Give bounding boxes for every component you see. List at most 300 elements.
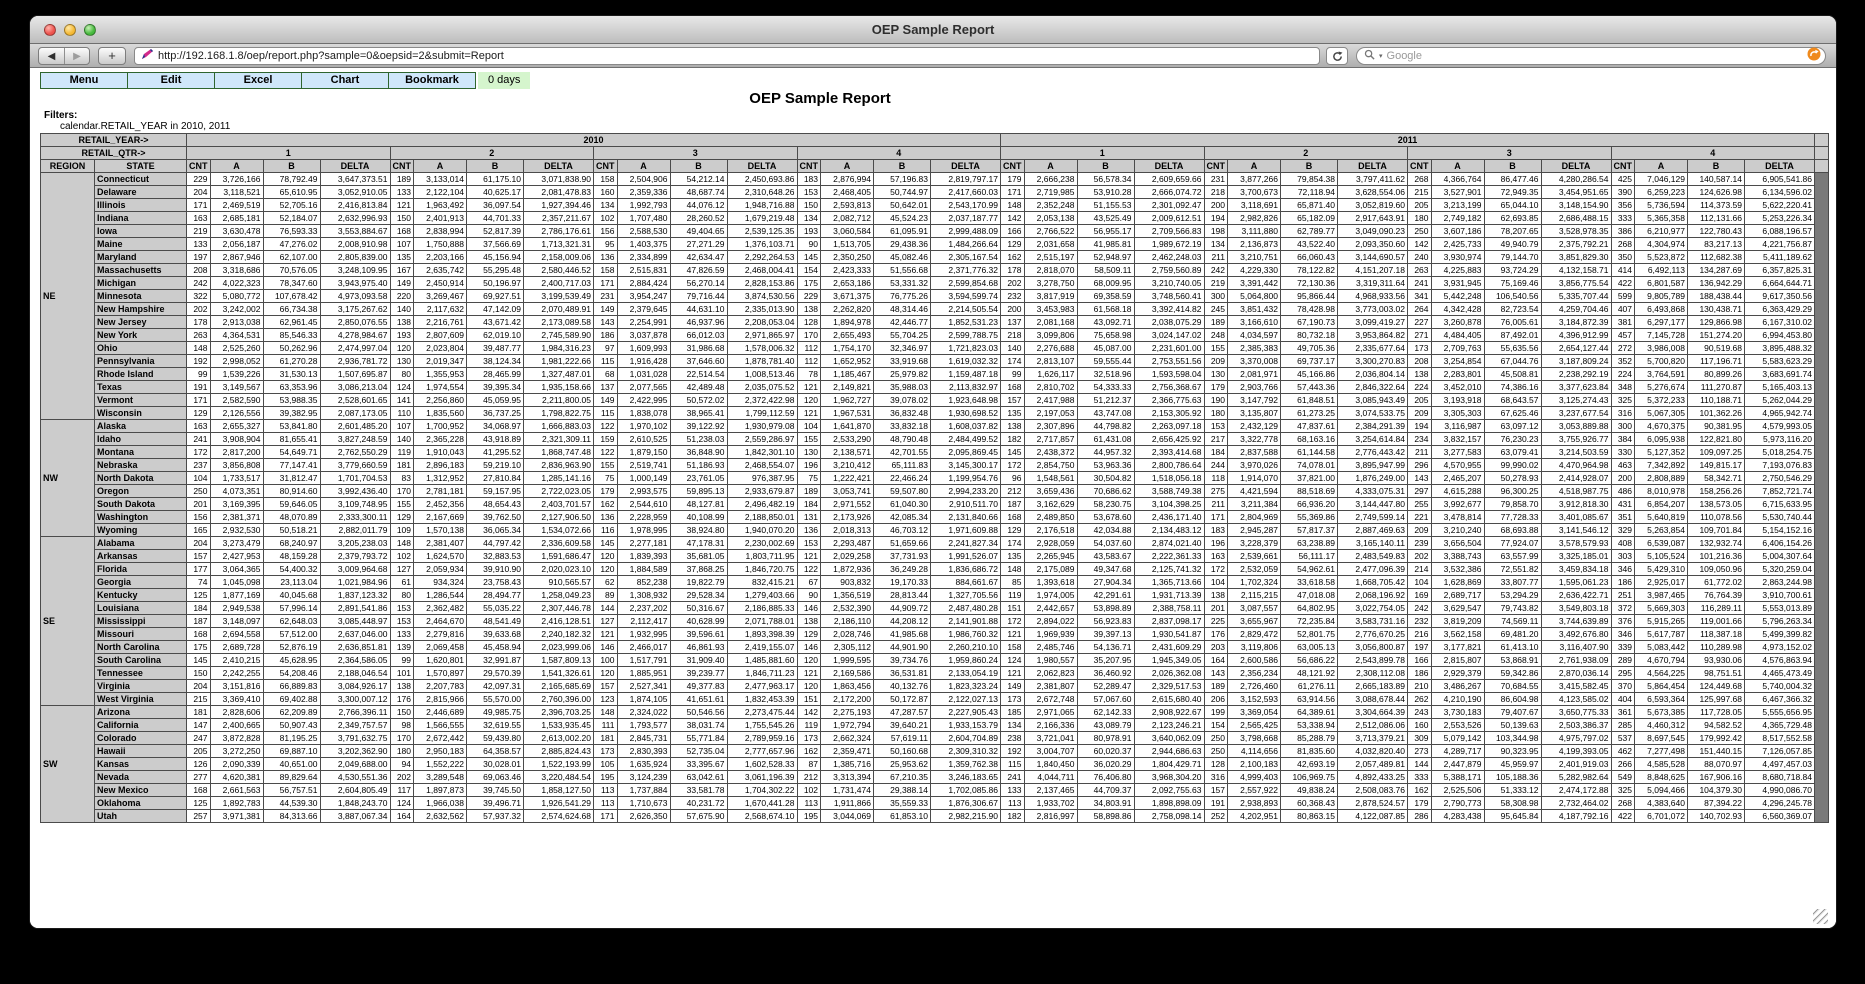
delta-cell: 2,335,677.64 [1338, 342, 1408, 355]
b-cell: 60,020.37 [1077, 745, 1134, 758]
a-cell: 1,910,043 [414, 446, 467, 459]
delta-cell: 2,049,688.00 [320, 758, 390, 771]
a-cell: 2,112,417 [617, 615, 670, 628]
cnt-cell: 239 [1408, 537, 1432, 550]
title-bar[interactable] [30, 16, 1836, 44]
b-cell: 63,005.13 [1281, 641, 1338, 654]
delta-cell: 1,578,006.32 [727, 342, 797, 355]
delta-cell: 1,798,822.75 [524, 407, 594, 420]
forward-button[interactable]: ▶ [64, 48, 89, 64]
a-cell: 4,670,375 [1635, 420, 1688, 433]
cnt-cell: 151 [1001, 602, 1025, 615]
table-row [41, 589, 1829, 602]
a-cell: 2,136,873 [1228, 238, 1281, 251]
cnt-cell: 243 [1408, 706, 1432, 719]
b-cell: 28,260.52 [670, 212, 727, 225]
b-cell: 69,737.17 [1281, 355, 1338, 368]
a-cell: 3,064,365 [210, 563, 263, 576]
b-cell: 45,156.94 [467, 251, 524, 264]
cnt-cell: 125 [187, 797, 211, 810]
b-cell: 76,406.80 [1077, 771, 1134, 784]
delta-cell: 910,565.57 [524, 576, 594, 589]
cnt-cell: 78 [797, 368, 821, 381]
delta-cell: 3,220,484.54 [524, 771, 594, 784]
b-cell: 36,065.34 [467, 524, 524, 537]
b-cell: 50,546.56 [670, 706, 727, 719]
cnt-cell: 149 [390, 277, 414, 290]
delta-cell: 1,587,809.13 [524, 654, 594, 667]
a-cell: 5,864,454 [1635, 680, 1688, 693]
b-cell: 46,937.96 [670, 316, 727, 329]
delta-cell: 5,335,707.44 [1541, 290, 1611, 303]
b-cell: 53,338.94 [1281, 719, 1338, 732]
resize-grip-icon[interactable] [1813, 909, 1828, 924]
go-icon[interactable] [1807, 47, 1821, 66]
table-row [41, 771, 1829, 784]
delta-cell: 1,852,531.23 [931, 316, 1001, 329]
cnt-cell: 165 [187, 524, 211, 537]
a-cell: 5,365,358 [1635, 212, 1688, 225]
new-tab-button[interactable]: + [98, 47, 126, 65]
b-cell: 41,295.52 [467, 446, 524, 459]
delta-cell: 2,477,096.39 [1338, 563, 1408, 576]
b-cell: 65,871.40 [1281, 199, 1338, 212]
cnt-cell: 250 [1204, 732, 1228, 745]
b-cell: 57,443.36 [1281, 381, 1338, 394]
cnt-cell: 144 [594, 602, 618, 615]
delta-cell: 2,127,906.50 [524, 511, 594, 524]
a-cell: 1,513,705 [821, 238, 874, 251]
b-cell: 50,744.97 [874, 186, 931, 199]
cnt-cell: 184 [797, 498, 821, 511]
delta-cell: 2,305,167.54 [931, 251, 1001, 264]
cnt-cell: 271 [1408, 329, 1432, 342]
a-cell: 4,283,438 [1431, 810, 1484, 823]
cnt-cell: 172 [1001, 459, 1025, 472]
delta-cell: 2,462,248.03 [1134, 251, 1204, 264]
cnt-cell: 153 [390, 602, 414, 615]
cnt-cell: 175 [797, 277, 821, 290]
a-cell: 4,670,794 [1635, 654, 1688, 667]
filler-header-cell [1815, 134, 1829, 147]
cnt-cell: 537 [1611, 732, 1635, 745]
cnt-cell: 330 [1611, 446, 1635, 459]
table-row [41, 173, 1829, 186]
filler-header-cell [1815, 147, 1829, 160]
a-cell: 1,517,791 [617, 654, 670, 667]
a-cell: 2,469,519 [210, 199, 263, 212]
report-table [40, 133, 1829, 823]
cnt-cell: 99 [390, 654, 414, 667]
b-cell: 51,556.68 [874, 264, 931, 277]
a-cell: 2,242,255 [210, 667, 263, 680]
b-cell: 43,918.89 [467, 433, 524, 446]
cnt-cell: 67 [797, 576, 821, 589]
cnt-cell: 171 [187, 199, 211, 212]
delta-cell: 3,205,238.03 [320, 537, 390, 550]
a-cell: 2,283,801 [1431, 368, 1484, 381]
delta-cell: 2,933,679.87 [727, 485, 797, 498]
cnt-cell: 200 [1001, 303, 1025, 316]
cnt-cell: 150 [390, 706, 414, 719]
state-cell: California [95, 719, 187, 732]
delta-cell: 4,990,086.70 [1745, 784, 1815, 797]
b-cell: 44,208.12 [874, 615, 931, 628]
delta-cell: 2,636,422.71 [1541, 589, 1611, 602]
a-cell: 2,228,959 [617, 511, 670, 524]
b-cell: 61,273.25 [1281, 407, 1338, 420]
b-cell: 39,745.50 [467, 784, 524, 797]
cnt-cell: 121 [797, 667, 821, 680]
cnt-cell: 80 [390, 589, 414, 602]
b-cell: 34,803.91 [1077, 797, 1134, 810]
delta-cell: 3,237,677.54 [1541, 407, 1611, 420]
cnt-cell: 599 [1611, 290, 1635, 303]
delta-cell: 884,661.67 [931, 576, 1001, 589]
cnt-cell: 168 [187, 784, 211, 797]
b-cell: 39,633.68 [467, 628, 524, 641]
cnt-cell: 75 [594, 472, 618, 485]
a-cell: 3,562,158 [1431, 628, 1484, 641]
a-cell: 6,493,868 [1635, 303, 1688, 316]
a-cell: 2,425,733 [1431, 238, 1484, 251]
b-cell: 80,899.26 [1688, 368, 1745, 381]
a-cell: 3,931,945 [1431, 277, 1484, 290]
b-cell: 87,492.01 [1484, 329, 1541, 342]
b-cell: 33,618.58 [1281, 576, 1338, 589]
b-cell: 28,813.44 [874, 589, 931, 602]
b-cell: 39,596.61 [670, 628, 727, 641]
cnt-cell: 201 [187, 498, 211, 511]
delta-cell: 1,984,316.23 [524, 342, 594, 355]
cnt-cell: 198 [1204, 225, 1228, 238]
delta-cell: 2,388,758.11 [1134, 602, 1204, 615]
b-cell: 44,709.37 [1077, 784, 1134, 797]
b-cell: 78,428.98 [1281, 303, 1338, 316]
a-cell: 1,999,595 [821, 654, 874, 667]
b-cell: 36,020.29 [1077, 758, 1134, 771]
browser-toolbar [30, 44, 1836, 68]
cnt-cell: 170 [390, 485, 414, 498]
a-cell: 1,626,117 [1024, 368, 1077, 381]
delta-cell: 1,959,860.24 [931, 654, 1001, 667]
table-row [41, 394, 1829, 407]
delta-cell: 2,431,609.29 [1134, 641, 1204, 654]
filter-text: calendar.RETAIL_YEAR in 2010, 2011 [60, 121, 231, 132]
b-cell: 52,801.75 [1281, 628, 1338, 641]
delta-cell: 2,885,824.43 [524, 745, 594, 758]
cnt-cell: 105 [594, 758, 618, 771]
b-cell: 47,142.09 [467, 303, 524, 316]
cnt-column-header: CNT [1204, 160, 1228, 173]
b-cell: 49,404.65 [670, 225, 727, 238]
cnt-cell: 204 [187, 680, 211, 693]
cnt-cell: 115 [1001, 758, 1025, 771]
state-cell: Indiana [95, 212, 187, 225]
b-cell: 72,118.94 [1281, 186, 1338, 199]
cnt-cell: 217 [1204, 433, 1228, 446]
a-cell: 1,793,577 [617, 719, 670, 732]
a-cell: 4,620,381 [210, 771, 263, 784]
table-row [41, 355, 1829, 368]
b-cell: 117,196.71 [1688, 355, 1745, 368]
b-cell: 54,136.71 [1077, 641, 1134, 654]
state-cell: Connecticut [95, 173, 187, 186]
a-cell: 2,938,893 [1228, 797, 1281, 810]
delta-cell: 2,125,741.32 [1134, 563, 1204, 576]
delta-cell: 3,912,818.30 [1541, 498, 1611, 511]
cnt-cell: 151 [797, 693, 821, 706]
cnt-cell: 130 [390, 355, 414, 368]
delta-cell: 1,670,441.28 [727, 797, 797, 810]
delta-column-header: DELTA [320, 160, 390, 173]
delta-cell: 3,779,660.59 [320, 459, 390, 472]
b-cell: 70,684.55 [1484, 680, 1541, 693]
delta-cell: 2,227,905.43 [931, 706, 1001, 719]
cnt-cell: 173 [1408, 342, 1432, 355]
delta-cell: 3,210,740.05 [1134, 277, 1204, 290]
b-cell: 32,883.53 [467, 550, 524, 563]
a-cell: 5,094,466 [1635, 784, 1688, 797]
state-cell: New Mexico [95, 784, 187, 797]
a-cell: 2,149,821 [821, 381, 874, 394]
delta-cell: 2,777,657.96 [727, 745, 797, 758]
b-cell: 42,701.55 [874, 446, 931, 459]
a-cell: 3,659,436 [1024, 485, 1077, 498]
cnt-cell: 186 [594, 329, 618, 342]
delta-cell: 1,159,487.18 [931, 368, 1001, 381]
cnt-cell: 333 [1408, 771, 1432, 784]
cnt-cell: 74 [187, 576, 211, 589]
b-cell: 116,289.11 [1688, 602, 1745, 615]
a-cell: 3,169,395 [210, 498, 263, 511]
b-cell: 46,703.12 [874, 524, 931, 537]
delta-cell: 1,837,123.32 [320, 589, 390, 602]
a-cell: 1,403,375 [617, 238, 670, 251]
b-cell: 76,005.61 [1484, 316, 1541, 329]
cnt-cell: 178 [187, 316, 211, 329]
back-button[interactable]: ◀ [47, 51, 56, 62]
a-cell: 2,172,200 [821, 693, 874, 706]
b-cell: 53,678.60 [1077, 511, 1134, 524]
delta-cell: 3,492,676.80 [1541, 628, 1611, 641]
b-cell: 45,087.00 [1077, 342, 1134, 355]
a-cell: 2,417,988 [1024, 394, 1077, 407]
a-cell: 3,954,247 [617, 290, 670, 303]
delta-cell: 5,530,740.44 [1745, 511, 1815, 524]
search-engine-dropdown-icon[interactable]: ▾ [1379, 53, 1383, 60]
delta-cell: 2,414,928.07 [1541, 472, 1611, 485]
cnt-cell: 130 [1204, 368, 1228, 381]
b-cell: 47,287.57 [874, 706, 931, 719]
a-cell: 1,840,450 [1024, 758, 1077, 771]
cnt-cell: 98 [390, 719, 414, 732]
table-row [41, 706, 1829, 719]
b-cell: 56,270.14 [670, 277, 727, 290]
a-cell: 1,031,028 [617, 368, 670, 381]
b-cell: 57,196.83 [874, 173, 931, 186]
cnt-cell: 196 [1204, 537, 1228, 550]
a-cell: 1,892,783 [210, 797, 263, 810]
cnt-cell: 218 [1001, 329, 1025, 342]
delta-cell: 2,141,901.88 [931, 615, 1001, 628]
cnt-cell: 173 [1001, 693, 1025, 706]
menu-button[interactable]: Menu [40, 72, 128, 89]
delta-cell: 3,992,436.40 [320, 485, 390, 498]
delta-cell: 6,088,196.57 [1745, 225, 1815, 238]
cnt-cell: 295 [1611, 667, 1635, 680]
edit-button[interactable]: Edit [127, 72, 215, 89]
a-cell: 2,305,112 [821, 641, 874, 654]
delta-cell: 3,773,003.02 [1338, 303, 1408, 316]
a-cell: 2,277,181 [617, 537, 670, 550]
delta-cell: 1,522,193.99 [524, 758, 594, 771]
state-cell: Montana [95, 446, 187, 459]
b-cell: 61,431.08 [1077, 433, 1134, 446]
a-cell: 2,845,731 [617, 732, 670, 745]
delta-cell: 2,068,196.92 [1338, 589, 1408, 602]
excel-button[interactable]: Excel [214, 72, 302, 89]
b-cell: 39,640.21 [874, 719, 931, 732]
delta-cell: 2,609,659.66 [1134, 173, 1204, 186]
cnt-cell: 185 [1001, 706, 1025, 719]
delta-cell: 1,858,127.50 [524, 784, 594, 797]
cnt-cell: 264 [1408, 303, 1432, 316]
cnt-cell: 174 [1001, 537, 1025, 550]
cnt-cell: 209 [1408, 524, 1432, 537]
cnt-cell: 197 [1408, 641, 1432, 654]
a-cell: 2,468,405 [821, 186, 874, 199]
a-cell: 2,829,472 [1228, 628, 1281, 641]
delta-cell: 2,131,840.66 [931, 511, 1001, 524]
delta-cell: 1,876,306.67 [931, 797, 1001, 810]
b-cell: 55,771.84 [670, 732, 727, 745]
b-cell: 53,963.36 [1077, 459, 1134, 472]
delta-cell: 2,745,589.90 [524, 329, 594, 342]
delta-cell: 1,930,541.87 [1134, 628, 1204, 641]
b-cell: 44,901.90 [874, 641, 931, 654]
cnt-cell: 99 [187, 368, 211, 381]
delta-cell: 3,748,560.41 [1134, 290, 1204, 303]
delta-cell: 3,175,267.62 [320, 303, 390, 316]
cnt-cell: 110 [390, 407, 414, 420]
delta-cell: 2,211,800.05 [524, 394, 594, 407]
b-cell: 85,288.79 [1281, 732, 1338, 745]
delta-cell: 2,038,075.29 [1134, 316, 1204, 329]
cnt-cell: 268 [1611, 797, 1635, 810]
delta-cell: 3,319,311.64 [1338, 277, 1408, 290]
b-cell: 63,079.41 [1484, 446, 1541, 459]
cnt-cell: 231 [1204, 173, 1228, 186]
cnt-cell: 115 [594, 355, 618, 368]
cnt-cell: 361 [1611, 706, 1635, 719]
a-cell: 1,355,953 [414, 368, 467, 381]
a-cell: 5,617,787 [1635, 628, 1688, 641]
state-cell: Texas [95, 381, 187, 394]
a-cell: 3,135,807 [1228, 407, 1281, 420]
b-cell: 66,060.43 [1281, 251, 1338, 264]
a-cell: 6,854,207 [1635, 498, 1688, 511]
a-cell: 2,489,850 [1024, 511, 1077, 524]
a-cell: 1,624,570 [414, 550, 467, 563]
bookmark-button[interactable]: Bookmark [388, 72, 476, 89]
delta-cell: 1,721,823.03 [931, 342, 1001, 355]
b-cell: 62,107.00 [263, 251, 320, 264]
a-cell: 7,046,129 [1635, 173, 1688, 186]
b-column-header: B [1077, 160, 1134, 173]
cnt-cell: 163 [1204, 550, 1228, 563]
a-cell: 2,539,661 [1228, 550, 1281, 563]
cnt-cell: 119 [1001, 589, 1025, 602]
b-cell: 33,832.18 [874, 420, 931, 433]
b-cell: 44,797.42 [467, 537, 524, 550]
a-cell: 2,830,393 [617, 745, 670, 758]
search-field[interactable] [1356, 47, 1826, 65]
a-cell: 2,884,424 [617, 277, 670, 290]
a-cell: 2,254,991 [617, 316, 670, 329]
b-cell: 86,604.98 [1484, 693, 1541, 706]
cnt-cell: 149 [1001, 680, 1025, 693]
reload-button[interactable] [1326, 47, 1348, 65]
delta-cell: 3,085,448.97 [320, 615, 390, 628]
a-cell: 1,838,078 [617, 407, 670, 420]
b-cell: 49,940.79 [1484, 238, 1541, 251]
a-cell: 3,532,386 [1431, 563, 1484, 576]
state-cell: North Carolina [95, 641, 187, 654]
delta-cell: 2,496,482.19 [727, 498, 797, 511]
b-cell: 138,573.05 [1688, 498, 1745, 511]
a-cell: 5,083,442 [1635, 641, 1688, 654]
url-field[interactable] [134, 47, 1320, 65]
state-cell: Virginia [95, 680, 187, 693]
a-cell: 2,810,702 [1024, 381, 1077, 394]
b-cell: 59,507.80 [874, 485, 931, 498]
a-cell: 5,700,820 [1635, 355, 1688, 368]
pencil-icon [141, 47, 153, 65]
b-cell: 43,747.08 [1077, 407, 1134, 420]
a-cell: 3,764,591 [1635, 368, 1688, 381]
a-cell: 1,710,673 [617, 797, 670, 810]
b-cell: 23,758.43 [467, 576, 524, 589]
b-cell: 58,342.71 [1688, 472, 1745, 485]
b-cell: 55,570.00 [467, 693, 524, 706]
b-cell: 57,619.11 [874, 732, 931, 745]
b-cell: 43,583.67 [1077, 550, 1134, 563]
b-cell: 62,961.45 [263, 316, 320, 329]
state-cell: Minnesota [95, 290, 187, 303]
cnt-column-header: CNT [390, 160, 414, 173]
delta-cell: 2,335,013.90 [727, 303, 797, 316]
delta-cell: 3,053,889.88 [1541, 420, 1611, 433]
delta-cell: 1,668,705.42 [1338, 576, 1408, 589]
a-cell: 2,854,750 [1024, 459, 1077, 472]
chart-button[interactable]: Chart [301, 72, 389, 89]
b-cell: 56,757.51 [263, 784, 320, 797]
state-cell: Illinois [95, 199, 187, 212]
a-cell: 6,701,072 [1635, 810, 1688, 823]
delta-cell: 1,376,103.71 [727, 238, 797, 251]
delta-cell: 2,230,002.69 [727, 537, 797, 550]
delta-cell: 2,403,701.57 [524, 498, 594, 511]
a-cell: 2,896,183 [414, 459, 467, 472]
b-cell: 35,207.95 [1077, 654, 1134, 667]
cnt-cell: 210 [1408, 680, 1432, 693]
cnt-cell: 129 [1001, 238, 1025, 251]
a-cell: 3,322,778 [1228, 433, 1281, 446]
b-column-header: B [1281, 160, 1338, 173]
delta-cell: 2,850,076.55 [320, 316, 390, 329]
cnt-cell: 346 [1611, 628, 1635, 641]
